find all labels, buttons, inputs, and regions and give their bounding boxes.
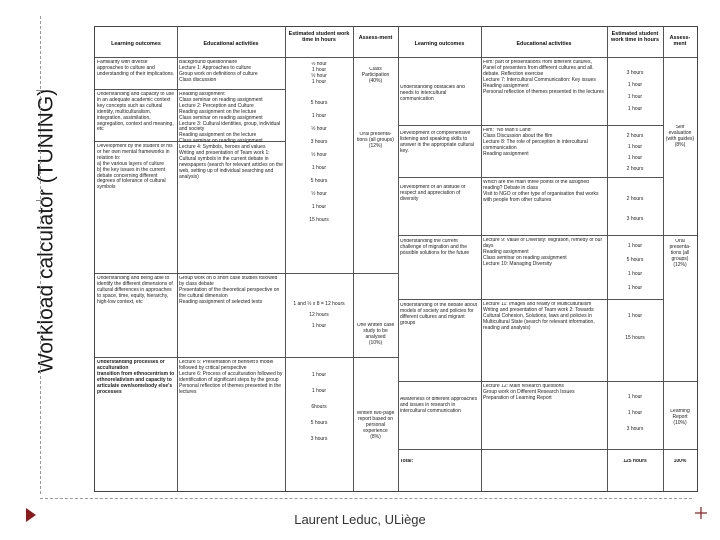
outcome-cell: Development of an attitude of respect and appreciation of diversity [400, 185, 466, 202]
total-label: Total: [400, 459, 414, 464]
col-line [663, 27, 664, 491]
row-line [95, 357, 398, 358]
assessment-cell: Learning Report (10%) [670, 409, 690, 426]
col-line [353, 27, 354, 491]
outcome-cell: Understanding processes of acculturation transition from ethnocentrism to ethnorelativism and capacity to articulate own/somebody else's processes [97, 360, 175, 395]
divider-tick [36, 200, 44, 201]
assessment-cell: Oral presenta-tions (all groups) (12%) [357, 132, 394, 149]
row-line [398, 177, 663, 178]
row-line [398, 381, 697, 382]
hours-cell: 1 hour 5 hours 1 hour 1 hour [626, 243, 644, 291]
hours-cell: 1 hour 1 hour 6hours 5 hours 3 hours [310, 372, 328, 442]
assessment-cell: Written two-page report based on personal experience (8%) [356, 411, 395, 440]
total-percent: 100% [673, 459, 687, 464]
hours-cell: 1 and ½ x 8 = 12 hours 12 hours 1 hour [293, 301, 345, 329]
activity-cell: Lecture 5: Presentation of Bennett's model followed by critical perspective Lecture 6: Process of acculturation followed by identification of significant steps by the group Personal reflection of themes presented in the lectures [179, 360, 283, 395]
activity-cell: Lecture 12: Main research questions Group work on Different Research Issues Preparation of Learning Report [483, 384, 575, 401]
footer-text: Laurent Leduc, ULiège [294, 512, 426, 527]
divider-tick [36, 90, 44, 91]
row-line [95, 273, 398, 274]
left-divider [40, 16, 41, 494]
row-line [398, 299, 663, 300]
activity-cell: Film: "No Man's Land" Class Discussion about the film Lecture 8: The role of perception in intercultural communication Reading assignment [483, 128, 588, 157]
assessment-cell: One written case study to be analysed (10%) [356, 323, 395, 346]
row-line [398, 449, 697, 450]
outcome-cell: Familiarity with diverse approaches to culture and understanding of their implications. [97, 60, 175, 77]
side-title [4, 18, 88, 444]
header-learning-outcomes-2: Learning outcomes [414, 41, 465, 47]
header-estimated-time: Estimated student work time in hours [288, 31, 350, 44]
hours-cell: 2 hours 1 hour 1 hour 2 hours [626, 133, 644, 172]
header-assessment-2: Assess-ment [669, 35, 691, 48]
hours-cell: 2 hours 3 hours [626, 196, 644, 222]
activity-cell: Group work on 8 short case studies followed by class debate Presentation of the theoretical perspective on the cultural dimension Reading assignment of selected texts [179, 276, 280, 305]
outcome-cell: Development of comprehensive listening and speaking skills to answer in the appropriate cultural key. [400, 131, 474, 154]
col-line [607, 27, 608, 491]
col-line [177, 27, 178, 491]
outcome-cell: Understanding and being able to identify the different dimensions of cultural differences in approaches to space, time, equity, hierarchy, high-low context, etc [97, 276, 173, 305]
assessment-cell: Self evaluation (with guides) (8%) [665, 125, 695, 148]
outcome-cell: Understanding the current challenge of migration and the possible solutions for the future [400, 239, 470, 256]
header-educational-activities: Educational activities [203, 41, 259, 47]
activity-cell: Background questionnaire Lecture 1: Approaches to culture Group work on definitions of culture Class discussion [179, 60, 258, 83]
activity-cell: Lecture 9: Value of Diversity: Migration, remedy of our days Reading assignment Class seminar on reading assignment Lecture 10: Managing Diversity [483, 238, 603, 267]
corner-mark-icon [694, 506, 708, 520]
col-line [285, 27, 286, 491]
hours-cell: 1 hour 1 hour 3 hours [626, 394, 644, 432]
header-assessment: Assess-ment [358, 35, 393, 41]
row-line [95, 57, 398, 58]
assessment-cell: Class Participation (40%) [361, 67, 390, 84]
outcome-cell: Understanding and capacity to use in an adequate academic context key concepts such as cultural identity, multiculturalism, integration, assimilation, segregation, context and meaning, etc [97, 92, 174, 133]
hours-cell: ½ hour 1 hour ½ hour 1 hour [311, 62, 327, 85]
activity-cell: Reading assignment Class seminar on reading assignment Lecture 2: Perception and Culture Reading assignment on the lecture Class seminar on reading assignment Lecture 3: Cultural identities, group, individual and society Reading assignment on the lecture Class seminar on reading assignment Lecture 4: Symbols, heroes and values Writing and presentation of Team work 1: Cultural symbols in the current debate in newspapers (search for relevant articles on the web, setting up of individual searching and analysis) [179, 92, 283, 180]
outcome-cell: Understanding obstacles and needs to intercultural communication [400, 85, 465, 102]
assessment-cell: Oral presenta-tions (all groups) (12%) [669, 239, 691, 268]
side-title-text: Workload calculator (TUNING) [34, 88, 58, 374]
activity-cell: Which are the main three points of the assigned reading? Debate in class Visit to NGO or other type of organisation that works with people from other cultures [483, 180, 599, 203]
col-line [481, 27, 482, 491]
total-hours: 125 hours [623, 459, 647, 464]
outcome-cell: Awareness of different approaches and issues in research in intercultural communication [400, 397, 478, 414]
hours-cell: 1 hour 15 hours [625, 313, 645, 341]
activity-cell: Film: part of presentations from different cultures, Panel of presenters from different cultures and all. debate. Reflection exercise Lecture 7: Intercultural Communication: Key issues Reading assignment Personal reflection of themes presented in the lectures [483, 60, 604, 95]
row-line [398, 235, 697, 236]
hours-cell: 3 hours 1 hour 1 hour 1 hour [626, 70, 644, 112]
header-educational-activities-2: Educational activities [516, 41, 572, 47]
header-learning-outcomes: Learning outcomes [111, 41, 161, 47]
outcome-cell: Development by the student of his or her own mental frameworks in relation to: a) the various layers of culture b) the key issues in the current debate concerning different degrees of tolerance of cultural symbols [97, 144, 173, 191]
header-estimated-time-2: Estimated student work time in hours [611, 31, 659, 44]
row-line [398, 57, 697, 58]
hours-cell: 5 hours 1 hour ½ hour 3 hours ½ hour 1 hour 5 hours ½ hour 1 hour 15 hours [309, 100, 329, 223]
activity-cell: Lecture 11: Images and reality of Multiculturalism Writing and presentation of Team work 2: Towards Cultural Cohesion, Solutions, laws and policies in Multicultural State (search for relevant information, reading and analysis) [483, 302, 595, 331]
col-line [398, 27, 399, 491]
outcome-cell: Understanding of the debate about models of society and policies for different cultures and migrant groups [400, 303, 478, 326]
row-line [398, 125, 663, 126]
workload-table [94, 26, 698, 492]
footer-divider [40, 498, 692, 499]
